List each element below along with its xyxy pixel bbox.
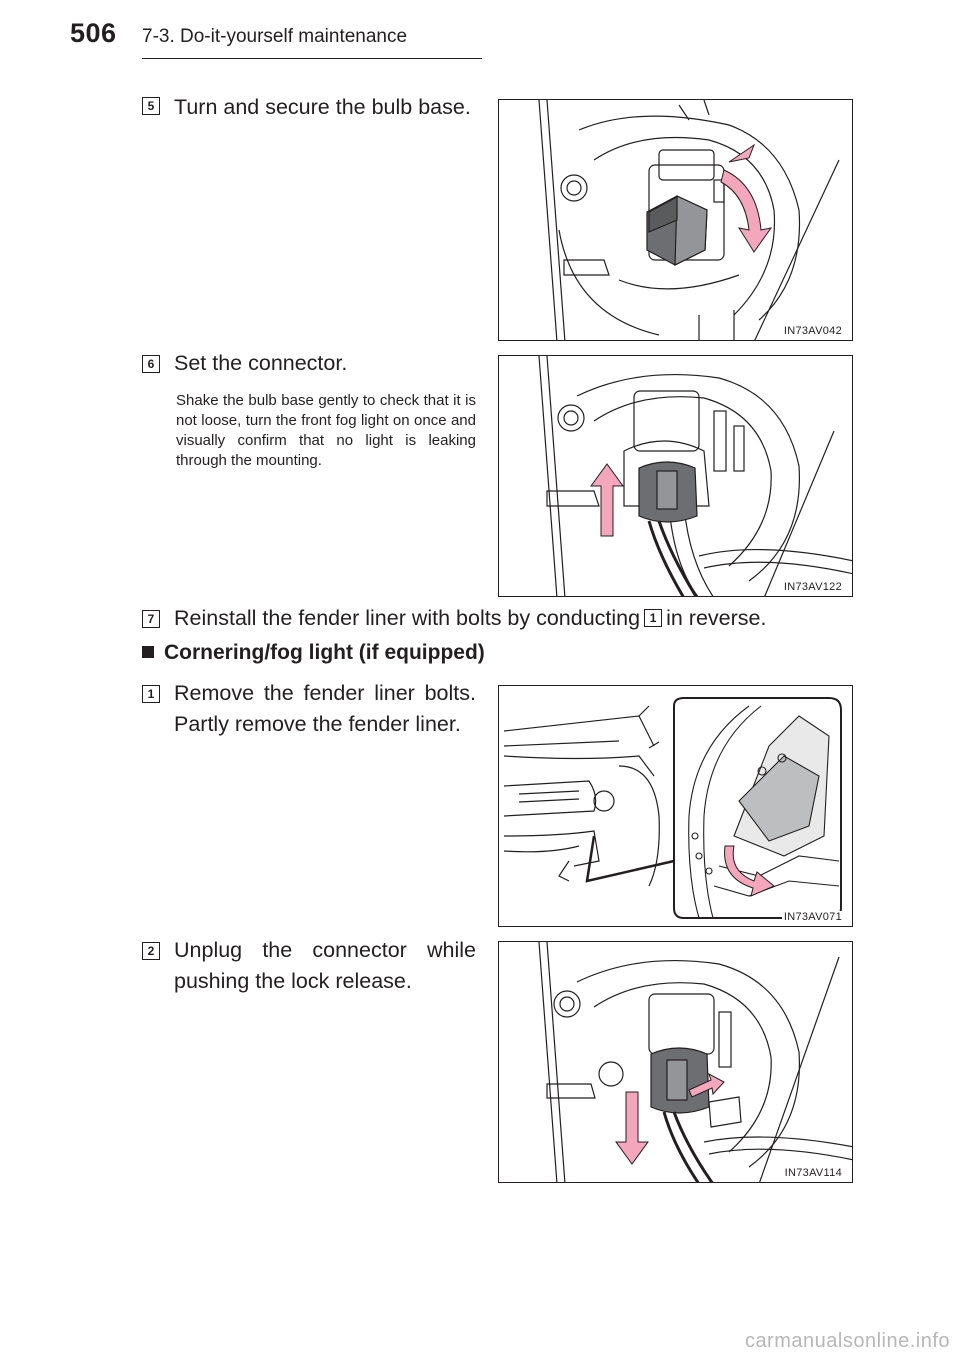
square-bullet-icon [142, 646, 154, 658]
figure-code: IN73AV071 [783, 911, 842, 923]
page-number: 506 [70, 18, 117, 48]
figure-unplug-connector [498, 941, 853, 1183]
subsection-title: Cornering/fog light (if equipped) [164, 641, 485, 664]
figure-code: IN73AV114 [784, 1167, 842, 1179]
figure-bulb-base [498, 99, 853, 341]
figure-connector [498, 355, 853, 597]
step-reference-1: 1 [644, 609, 662, 627]
subsection-heading [142, 641, 485, 665]
step-6-text: Set the connector. [174, 351, 348, 375]
step-number-5: 5 [142, 97, 160, 115]
footer-watermark: carmanualsonline.info [744, 1330, 950, 1352]
figure-code: IN73AV122 [783, 581, 842, 593]
step-7-text-after: in reverse. [666, 606, 767, 630]
substep-2-text: Unplug the connector while pushing the lock release. [174, 938, 476, 993]
figure-fender-liner [498, 685, 853, 927]
step-number-1: 1 [142, 685, 160, 703]
section-title: 7-3. Do-it-yourself maintenance [142, 26, 408, 47]
step-6-note: Shake the bulb base gently to check that it is not loose, turn the front fog light on once and visually confirm that no light is leaking through the mounting. [176, 392, 476, 469]
step-number-6: 6 [142, 355, 160, 373]
substep-1-text: Remove the fender liner bolts. Partly remove the fender liner. [174, 681, 476, 736]
step-7-text-before: Reinstall the fender liner with bolts by conducting [174, 606, 641, 630]
step-7-text [174, 603, 766, 634]
header-rule [142, 58, 482, 59]
figure-code: IN73AV042 [783, 325, 842, 337]
step-number-2: 2 [142, 942, 160, 960]
step-5-text: Turn and secure the bulb base. [174, 95, 471, 119]
step-number-7: 7 [142, 610, 160, 628]
